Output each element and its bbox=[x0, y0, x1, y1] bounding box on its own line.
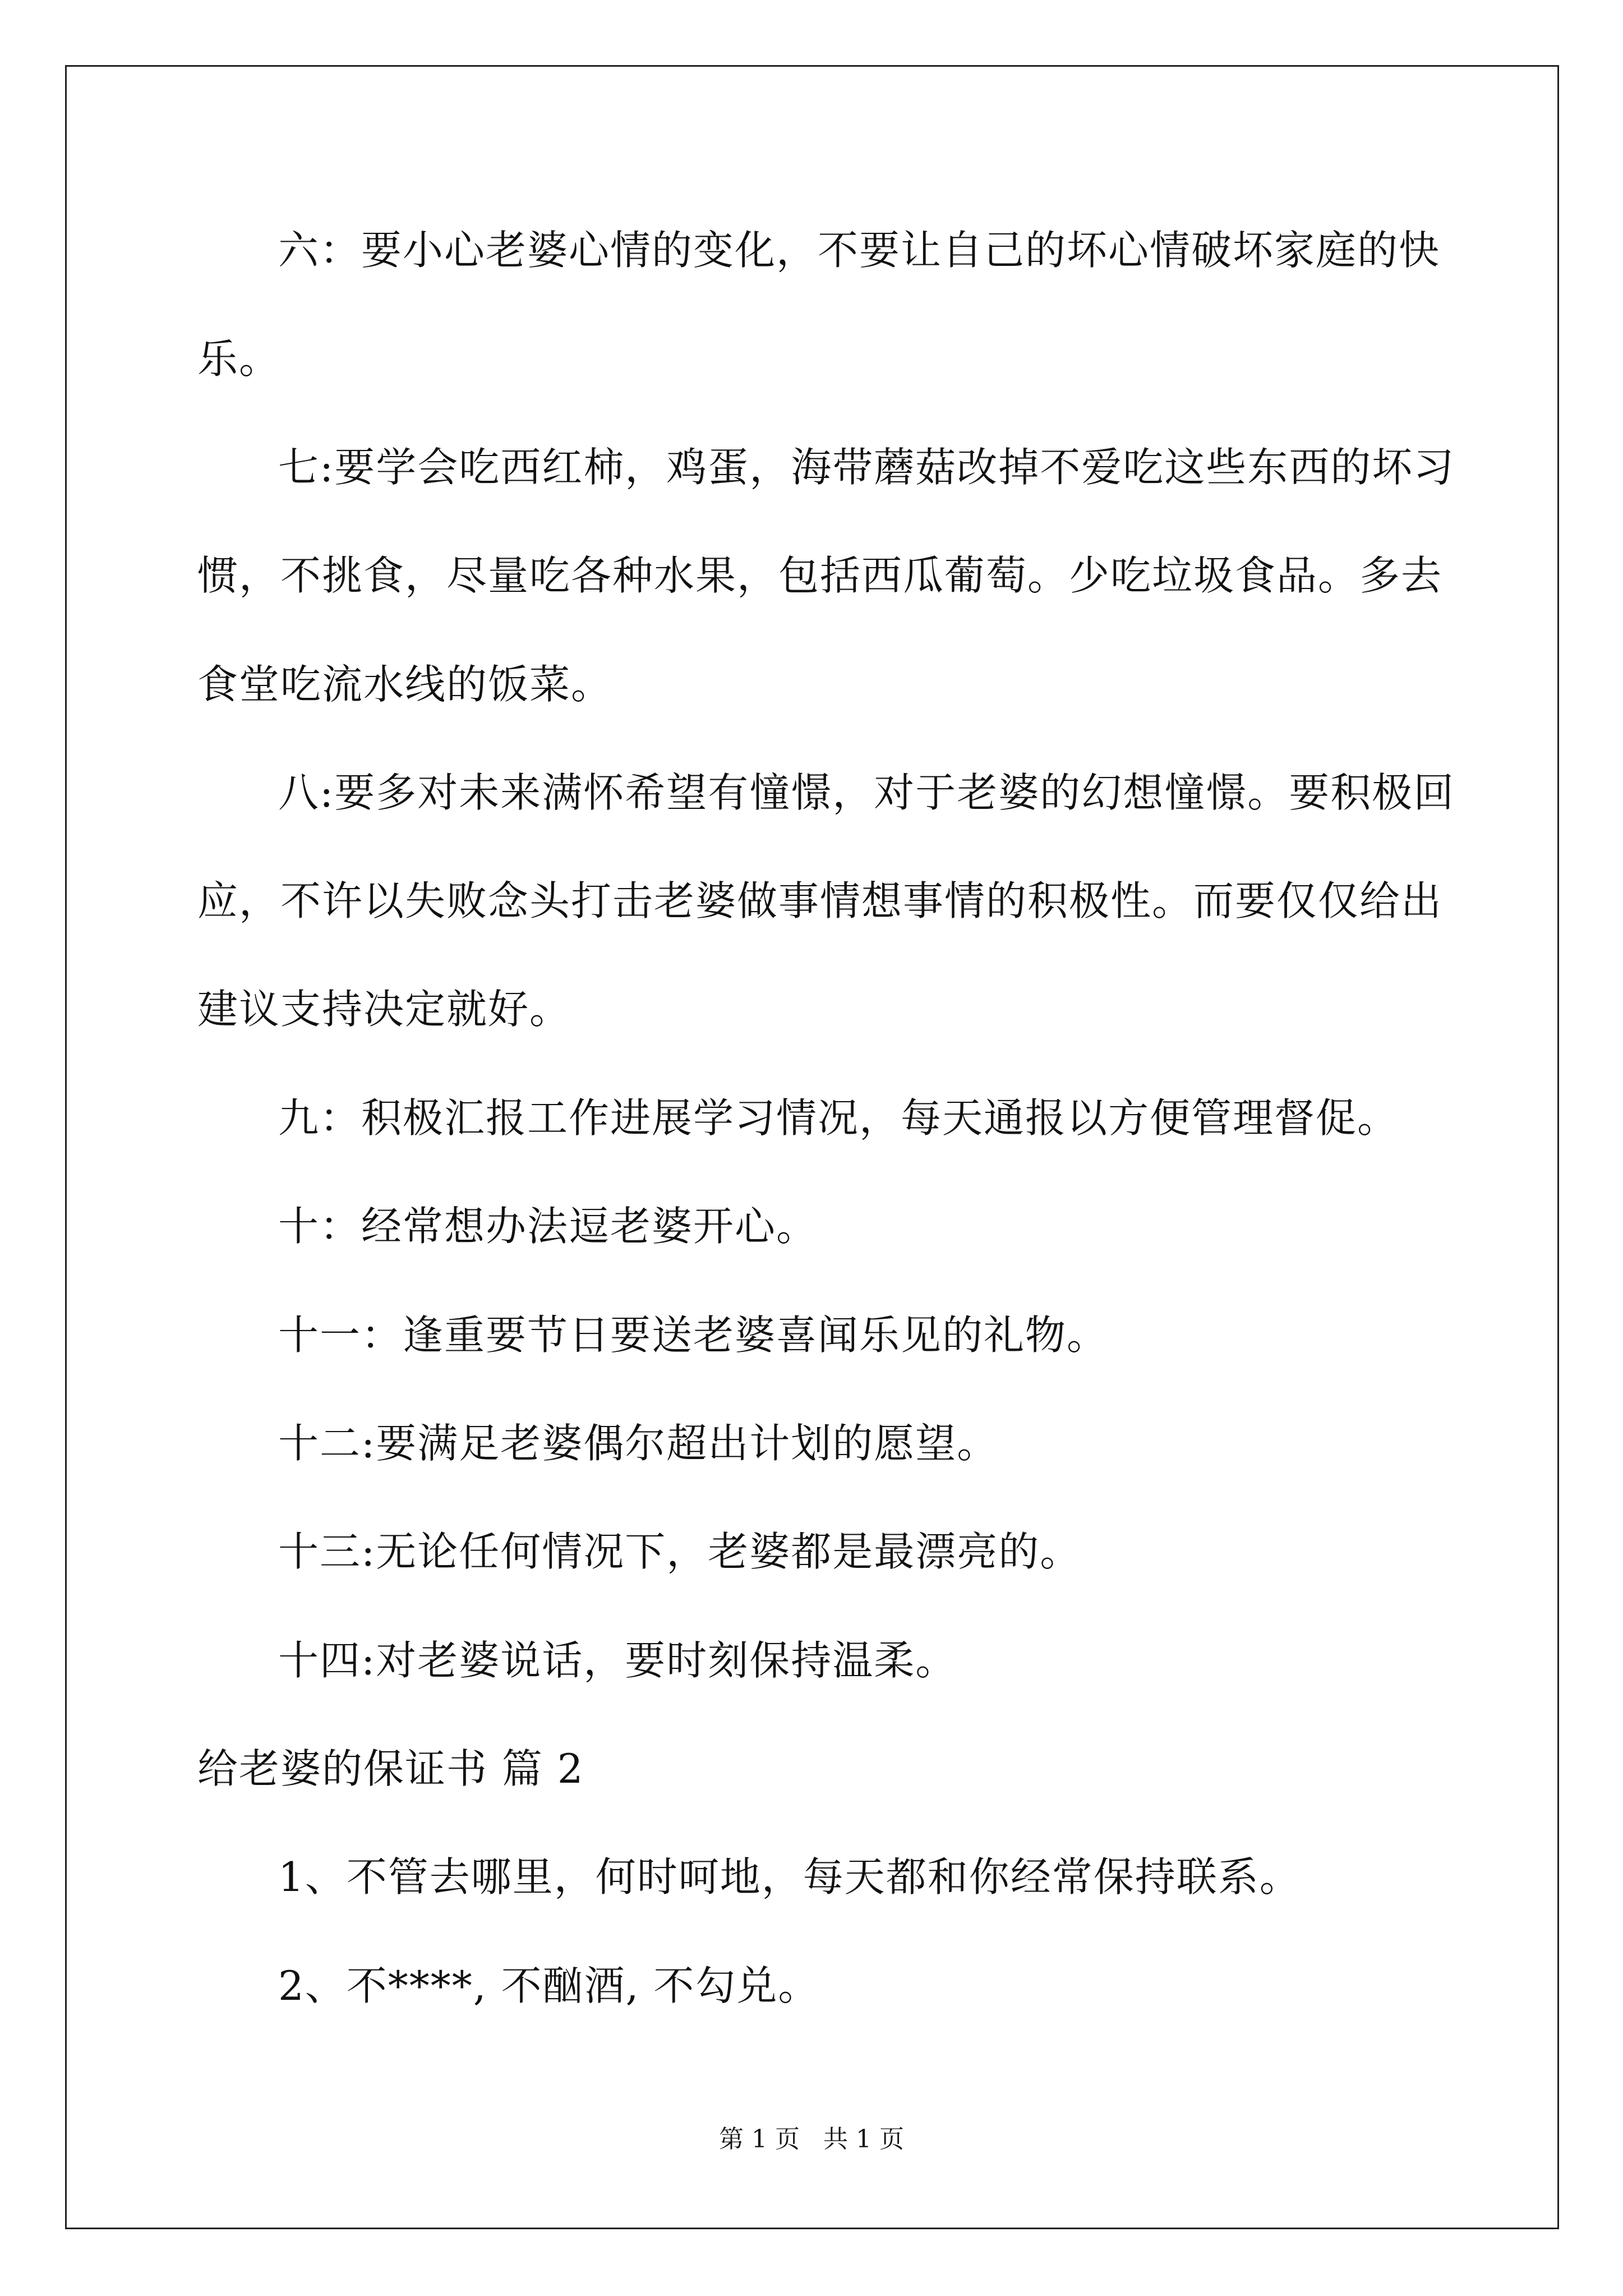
paragraph-8-line-2: 应，不许以失败念头打击老婆做事情想事情的积极性。而要仅仅给出 bbox=[197, 877, 1443, 924]
paragraph-6-line-1: 六：要小心老婆心情的变化，不要让自己的坏心情破坏家庭的快 bbox=[278, 227, 1441, 274]
page-number-current: 第 1 页 bbox=[719, 2125, 800, 2154]
section-heading: 给老婆的保证书 篇 2 bbox=[197, 1745, 584, 1792]
page-number-total: 共 1 页 bbox=[823, 2125, 904, 2154]
paragraph-7-line-2: 惯，不挑食，尽量吃各种水果，包括西瓜葡萄。少吃垃圾食品。多去 bbox=[197, 552, 1443, 599]
paragraph-7-line-1: 七:要学会吃西红柿，鸡蛋，海带蘑菇改掉不爱吃这些东西的坏习 bbox=[278, 444, 1455, 491]
paragraph-11: 十一：逢重要节日要送老婆喜闻乐见的礼物。 bbox=[278, 1312, 1109, 1359]
page-footer bbox=[0, 2127, 1623, 2152]
page-border bbox=[65, 65, 1559, 2229]
paragraph-12: 十二:要满足老婆偶尔超出计划的愿望。 bbox=[278, 1420, 999, 1467]
section2-item-2: 2、不****, 不酗酒, 不勾兑。 bbox=[278, 1962, 820, 2009]
paragraph-9: 九：积极汇报工作进展学习情况，每天通报以方便管理督促。 bbox=[278, 1094, 1399, 1142]
paragraph-7-line-3: 食堂吃流水线的饭菜。 bbox=[197, 661, 613, 708]
paragraph-14: 十四:对老婆说话，要时刻保持温柔。 bbox=[278, 1637, 957, 1684]
paragraph-8-line-3: 建议支持决定就好。 bbox=[197, 986, 571, 1033]
paragraph-10: 十：经常想办法逗老婆开心。 bbox=[278, 1203, 818, 1250]
paragraph-6-line-2: 乐。 bbox=[197, 335, 281, 383]
section2-item-1: 1、不管去哪里，何时呵地，每天都和你经常保持联系。 bbox=[278, 1853, 1301, 1901]
paragraph-8-line-1: 八:要多对未来满怀希望有憧憬，对于老婆的幻想憧憬。要积极回 bbox=[278, 769, 1455, 816]
paragraph-13: 十三:无论任何情况下，老婆都是最漂亮的。 bbox=[278, 1528, 1082, 1575]
